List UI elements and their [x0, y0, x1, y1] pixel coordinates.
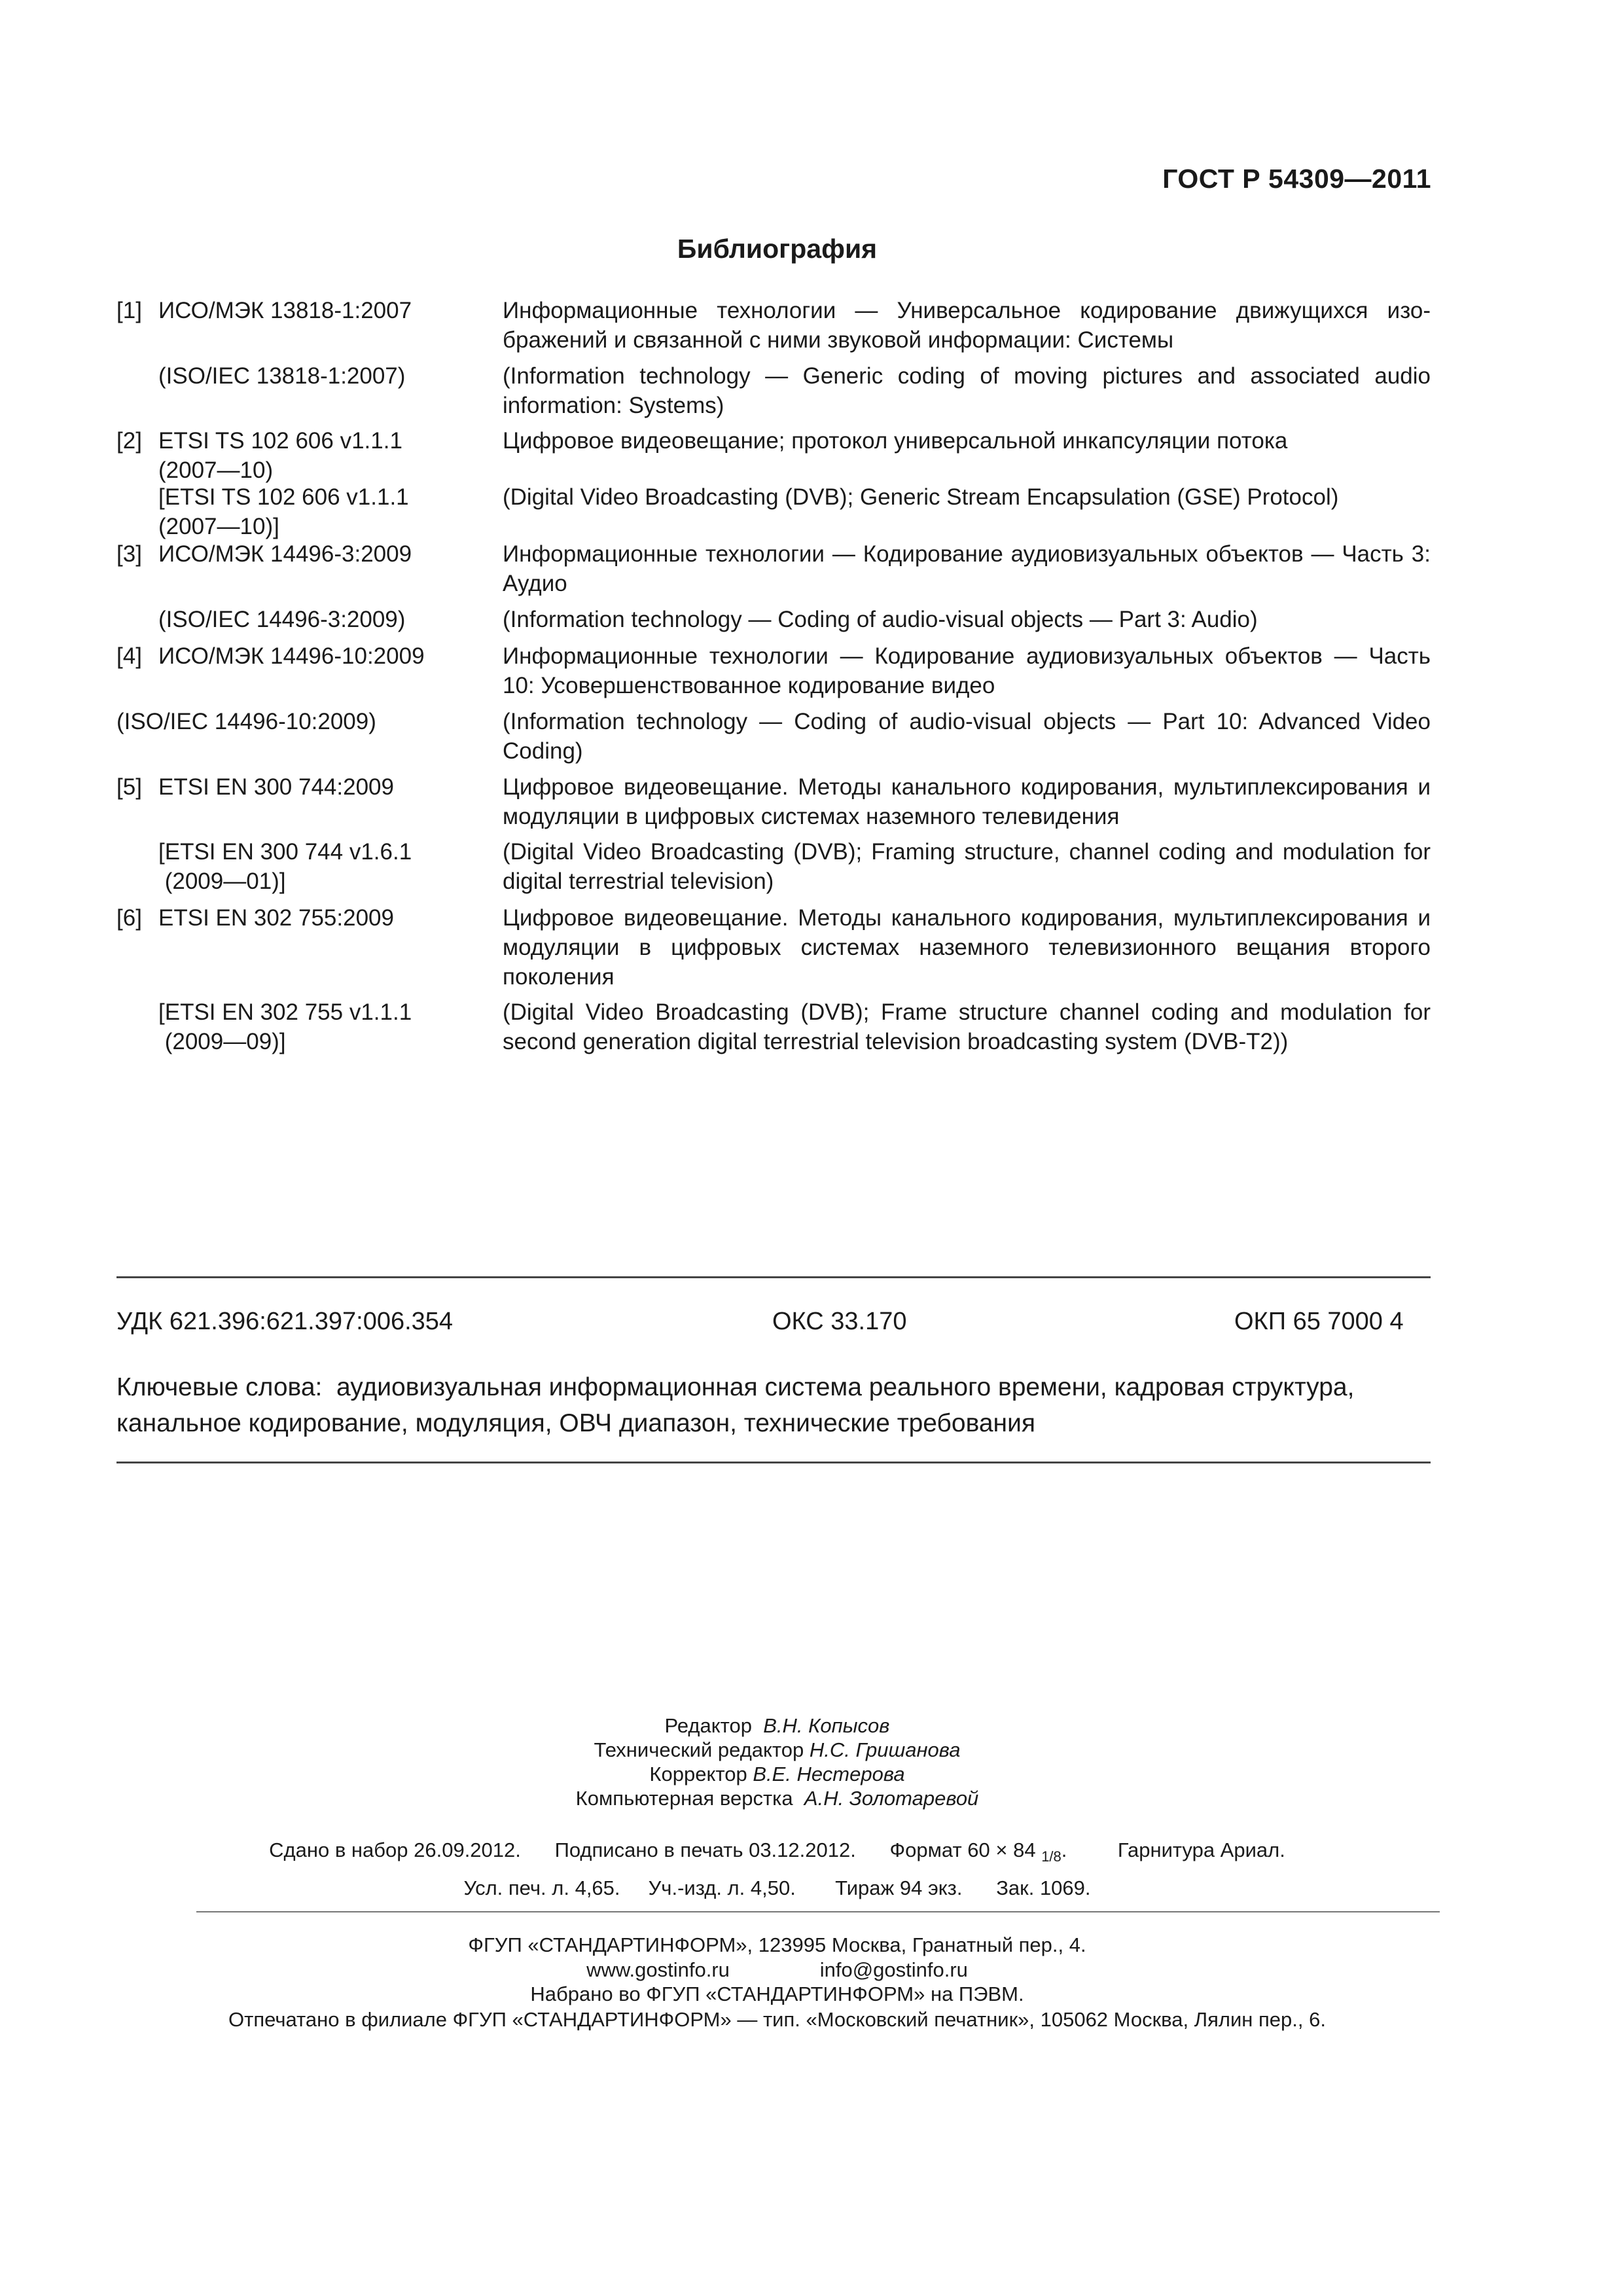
- bib-reference: (ISO/IEC 13818-1:2007): [158, 363, 406, 389]
- udk-code: УДК 621.396:621.397:006.354: [116, 1308, 454, 1335]
- bib-reference: ETSI EN 300 744:2009: [158, 774, 394, 800]
- publisher-sheets: Уч.-изд. л. 4,50.: [648, 1876, 796, 1899]
- bib-number: [5]: [116, 774, 142, 800]
- bib-number: [6]: [116, 905, 142, 931]
- bib-title: (Digital Video Broadcasting (DVB); Generic Stream Encapsulation (GSE) Protocol): [503, 484, 1339, 510]
- imprint-tech-editor: [0, 1737, 1554, 1763]
- bib-title: (Digital Video Broadcasting (DVB); Framing structure, channel coding and modulation for digital terrestrial television): [503, 839, 1431, 894]
- editor-name: В.Н. Копысов: [763, 1714, 890, 1737]
- tech-editor-name: Н.С. Гришанова: [809, 1738, 961, 1761]
- okp-code: ОКП 65 7000 4: [1234, 1308, 1404, 1335]
- divider-top: [116, 1276, 1431, 1278]
- format-fraction: 1/8: [1041, 1848, 1061, 1865]
- bib-reference: [ETSI TS 102 606 v1.1.1 (2007—10)]: [158, 484, 409, 539]
- bib-title: Цифровое видеовещание. Методы канального кодирования, мультиплексирования и модуляции в цифровых системах наземного телевизионного вещания второго поколения: [503, 905, 1431, 990]
- imprint-print-details: Сдано в набор 26.09.2012. Подписано в печать 03.12.2012. Формат 60 × 84 $_{1/8}$. Гарнитура Ариал.: [269, 1839, 1285, 1865]
- bib-reference: (ISO/IEC 14496-3:2009): [158, 607, 406, 632]
- publisher-address: ФГУП «СТАНДАРТИНФОРМ», 123995 Москва, Гранатный пер., 4.: [468, 1933, 1086, 1956]
- bib-reference: ETSI TS 102 606 v1.1.1 (2007—10): [158, 428, 402, 483]
- typeset-note: Набрано во ФГУП «СТАНДАРТИНФОРМ» на ПЭВМ.: [530, 1982, 1024, 2005]
- bib-title: Информационные технологии — Кодирование аудиовизуальных объектов — Часть 10: Усовершенствованное кодирование видео: [503, 643, 1431, 698]
- format: Формат 60 × 84: [889, 1839, 1036, 1861]
- submitted-date: Сдано в набор 26.09.2012.: [269, 1839, 521, 1861]
- bib-number: [1]: [116, 298, 142, 323]
- standard-id: ГОСТ Р 54309—2011: [1162, 164, 1431, 194]
- bib-reference: ИСО/МЭК 14496-10:2009: [158, 643, 425, 669]
- divider-bottom: [116, 1462, 1431, 1463]
- corrector-label: Корректор: [649, 1763, 747, 1785]
- imprint-corrector: [0, 1761, 1554, 1787]
- bib-reference: [ETSI EN 302 755 v1.1.1 (2009—09)]: [158, 999, 412, 1054]
- signed-date: Подписано в печать 03.12.2012.: [554, 1839, 856, 1861]
- bib-title: (Digital Video Broadcasting (DVB); Frame structure channel coding and modulation for second generation digital terrestrial television broadcasting system (DVB-T2)): [503, 999, 1431, 1054]
- layout-label: Компьютерная верстка: [575, 1787, 793, 1810]
- print-sheets: Усл. печ. л. 4,65.: [463, 1876, 620, 1899]
- circulation: Тираж 94 экз.: [835, 1876, 963, 1899]
- bib-title: (Information technology — Coding of audio-visual objects — Part 3: Audio): [503, 607, 1258, 632]
- keywords-label: Ключевые слова:: [116, 1373, 323, 1401]
- imprint-divider: [196, 1911, 1440, 1912]
- bib-title: Цифровое видеовещание. Методы канального кодирования, мультиплексирования и модуляции в цифровых системах наземного телевидения: [503, 774, 1431, 829]
- editor-label: Редактор: [664, 1714, 752, 1737]
- bib-title: Информационные технологии — Универсальное кодирование движущихся изображений и связанной с ними звуковой информации: Системы: [503, 298, 1431, 353]
- keywords: [116, 1369, 1431, 1441]
- bib-title: Цифровое видеовещание; протокол универсальной инкапсуляции потока: [503, 428, 1288, 454]
- bib-number: [2]: [116, 428, 142, 454]
- printed-note: Отпечатано в филиале ФГУП «СТАНДАРТИНФОРМ» — тип. «Московский печатник», 105062 Москва, Лялин пер., 6.: [228, 2008, 1326, 2031]
- imprint-editor: [0, 1713, 1554, 1739]
- tech-editor-label: Технический редактор: [594, 1738, 804, 1761]
- layout-name: А.Н. Золотаревой: [804, 1787, 979, 1810]
- bib-title: Информационные технологии — Кодирование аудиовизуальных объектов — Часть 3: Аудио: [503, 541, 1431, 596]
- email-link[interactable]: info@gostinfo.ru: [819, 1958, 968, 1981]
- imprint-layout: [0, 1785, 1554, 1812]
- keywords-text: аудиовизуальная информационная система реального времени, кадровая структура, канальное кодирование, модуляция, ОВЧ диапазон, технические требования: [116, 1373, 1355, 1437]
- publisher-contacts: [0, 1957, 1554, 1983]
- bib-number: [3]: [116, 541, 142, 567]
- website-link[interactable]: www.gostinfo.ru: [586, 1958, 730, 1981]
- bib-number: [4]: [116, 643, 142, 669]
- order-number: Зак. 1069.: [996, 1876, 1091, 1899]
- bib-reference: ИСО/МЭК 13818-1:2007: [158, 298, 412, 323]
- bibliography-heading: Библиография: [677, 234, 878, 264]
- bib-reference: (ISO/IEC 14496-10:2009): [116, 709, 376, 734]
- imprint-edition-details: [0, 1875, 1554, 1901]
- bib-reference: ETSI EN 302 755:2009: [158, 905, 394, 931]
- bib-title: (Information technology — Coding of audio-visual objects — Part 10: Advanced Video Coding): [503, 709, 1431, 764]
- typeface: Гарнитура Ариал.: [1117, 1839, 1285, 1861]
- bib-title: (Information technology — Generic coding of moving pictures and associated audio information: Systems): [503, 363, 1431, 418]
- corrector-name: В.Е. Нестерова: [753, 1763, 905, 1785]
- bib-reference: [ETSI EN 300 744 v1.6.1 (2009—01)]: [158, 839, 412, 894]
- oks-code: ОКС 33.170: [772, 1308, 907, 1335]
- bib-reference: ИСО/МЭК 14496-3:2009: [158, 541, 412, 567]
